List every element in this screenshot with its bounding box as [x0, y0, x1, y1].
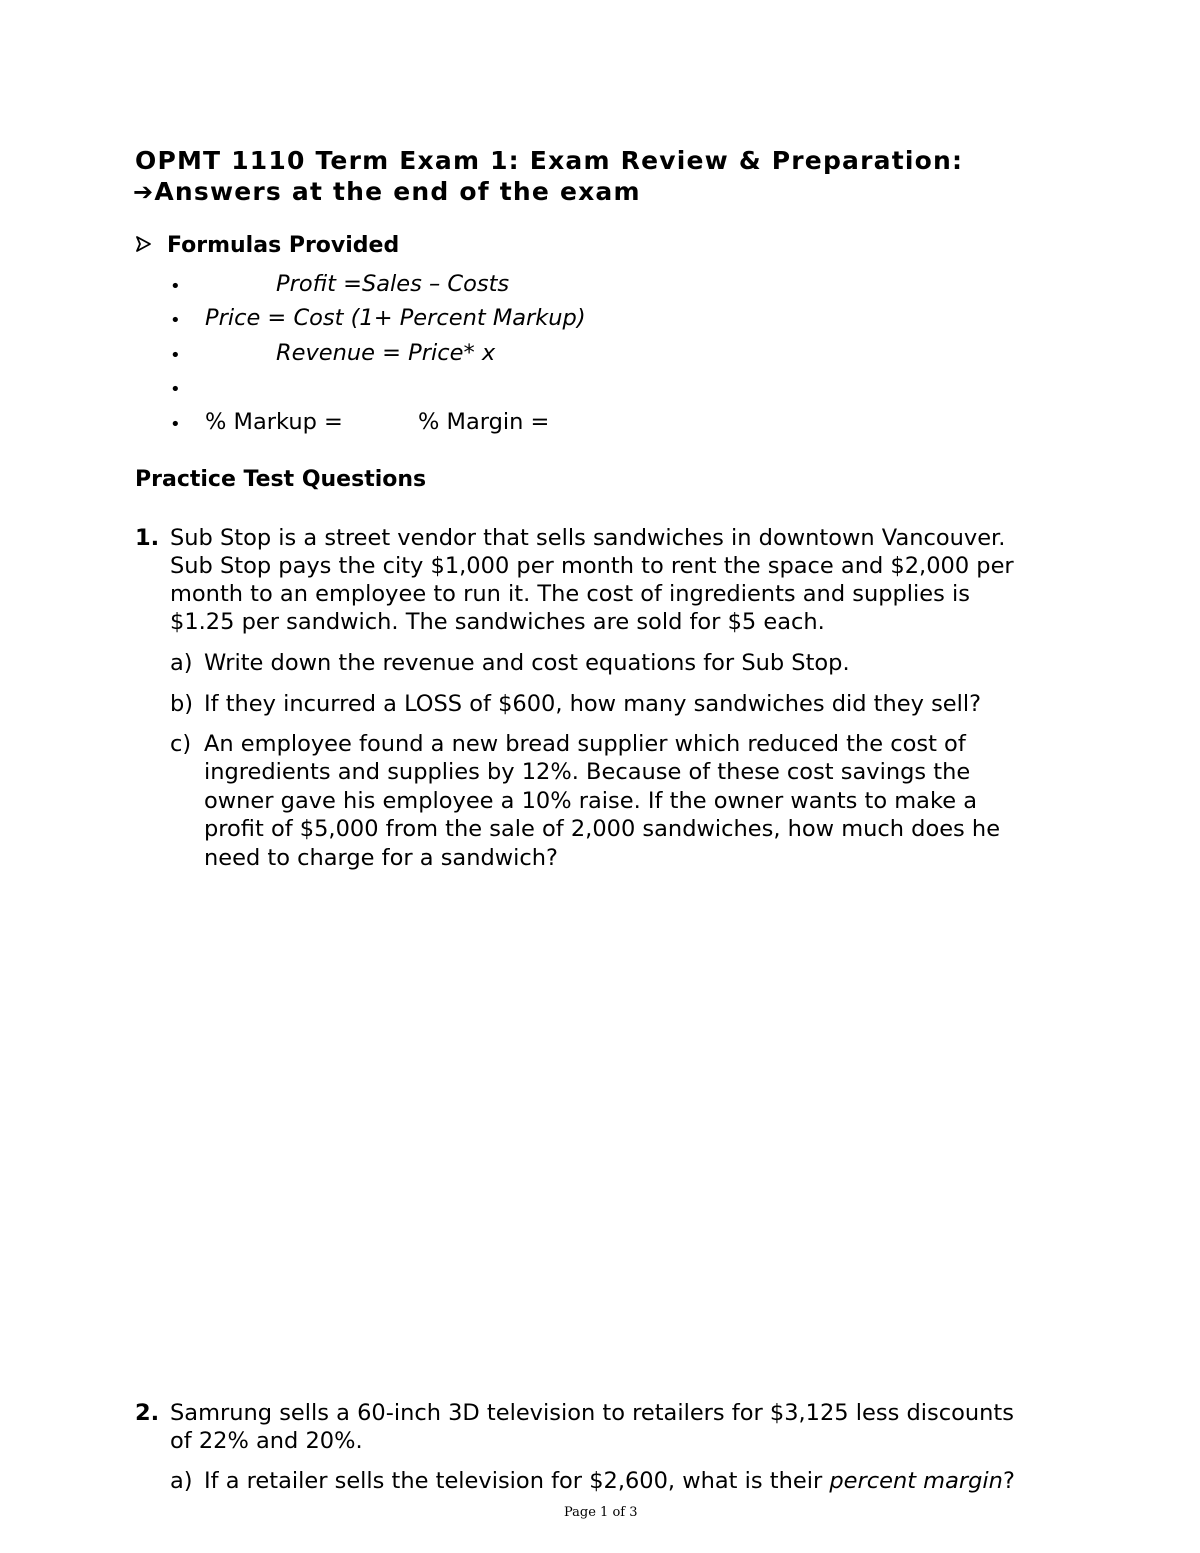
- page-title: OPMT 1110 Term Exam 1: Exam Review & Preparation:: [135, 146, 964, 175]
- part-text: need to charge for a sandwich?: [204, 845, 558, 871]
- part-label: b): [170, 691, 194, 717]
- part-text: If they incurred a LOSS of $600, how many sandwiches did they sell?: [204, 691, 982, 717]
- part-text-plain: If a retailer sells the television for $2,600, what is their: [204, 1468, 830, 1494]
- part-label: a): [170, 650, 193, 676]
- formula-price: Price = Cost (1+ Percent Markup): [205, 305, 586, 331]
- formula-revenue: Revenue = Price* x: [276, 340, 496, 366]
- part-text: profit of $5,000 from the sale of 2,000 sandwiches, how much does he: [204, 816, 1001, 842]
- question-line: $1.25 per sandwich. The sandwiches are sold for $5 each.: [170, 609, 825, 635]
- subtitle: Answers at the end of the exam: [154, 177, 641, 206]
- formula-margin: % Margin =: [418, 409, 550, 435]
- formulas-heading: Formulas Provided: [167, 233, 400, 258]
- question-number: 1.: [135, 525, 160, 551]
- arrowhead-bullet-icon: [135, 235, 153, 253]
- part-text: An employee found a new bread supplier which reduced the cost of: [204, 731, 966, 757]
- part-text-end: ?: [1002, 1468, 1015, 1494]
- formula-markup: % Markup =: [205, 409, 343, 435]
- question-line: month to an employee to run it. The cost of ingredients and supplies is: [170, 581, 970, 607]
- question-line: Sub Stop is a street vendor that sells sandwiches in downtown Vancouver.: [170, 525, 1006, 551]
- bullet-icon: •: [170, 379, 181, 400]
- question-line: Samrung sells a 60-inch 3D television to retailers for $3,125 less discounts: [170, 1400, 1014, 1426]
- part-text: ingredients and supplies by 12%. Because of these cost savings the: [204, 759, 971, 785]
- part-text: Write down the revenue and cost equations for Sub Stop.: [204, 650, 850, 676]
- formulas-heading-row: [135, 233, 399, 258]
- bullet-icon: •: [170, 345, 181, 366]
- question-line: of 22% and 20%.: [170, 1428, 363, 1454]
- part-text-italic: percent margin: [829, 1468, 1003, 1494]
- bullet-icon: •: [170, 414, 181, 435]
- part-text: owner gave his employee a 10% raise. If the owner wants to make a: [204, 788, 977, 814]
- question-line: Sub Stop pays the city $1,000 per month to rent the space and $2,000 per: [170, 553, 1014, 579]
- bullet-icon: •: [170, 310, 181, 331]
- part-label: a): [170, 1468, 193, 1494]
- bullet-icon: •: [170, 276, 181, 297]
- part-text: [204, 1468, 1015, 1494]
- question-number: 2.: [135, 1400, 160, 1426]
- formula-profit: Profit =Sales – Costs: [276, 271, 510, 297]
- subtitle-row: [133, 177, 641, 206]
- practice-heading: Practice Test Questions: [135, 467, 427, 492]
- right-arrow-icon: ➔: [133, 178, 155, 206]
- page-number: Page 1 of 3: [564, 1505, 638, 1520]
- part-label: c): [170, 731, 192, 757]
